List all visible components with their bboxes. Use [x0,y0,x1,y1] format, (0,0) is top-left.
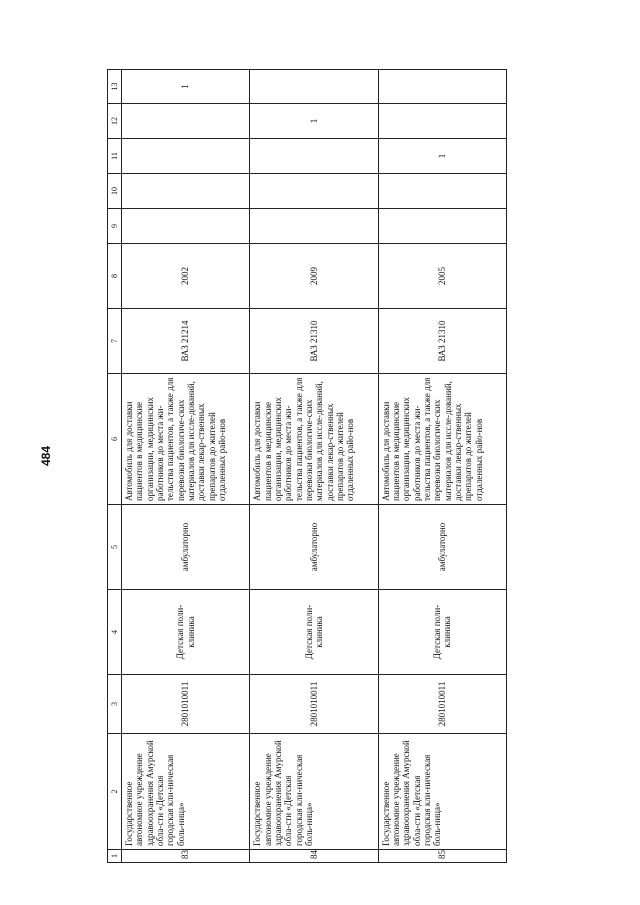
vehicle-year: 2002 [122,244,250,309]
count-cell [122,209,250,244]
page-number: 484 [39,445,53,467]
table-row [122,70,250,863]
column-number: 11 [108,139,122,174]
count-cell [378,104,506,139]
organization-code: 2801010011 [250,675,378,734]
row-number: 84 [250,850,378,863]
vehicle-table [107,69,507,863]
column-number: 6 [108,374,122,505]
column-number: 4 [108,590,122,675]
organization-code: 2801010011 [122,675,250,734]
organization-name: Государственное автономное учреждение здравоохранения Амурской обла-сти «Детская городская кли-ническая боль-ница» [250,734,378,850]
division-name: Детская поли-клиника [250,590,378,675]
column-number: 12 [108,104,122,139]
column-number: 13 [108,70,122,104]
vehicle-model: ВАЗ 21310 [378,309,506,374]
vehicle-year: 2009 [250,244,378,309]
count-cell: 1 [378,139,506,174]
vehicle-purpose: Автомобиль для доставки пациентов в медицинские организации, медицинских работников до места жи-тельства пациентов, а также для перевозки биологиче-ских материалов для иссле-дований, доставки лекар-ственных препаратов до жителей отдаленных райо-нов [122,374,250,505]
vehicle-purpose: Автомобиль для доставки пациентов в медицинские организации, медицинских работников до места жи-тельства пациентов, а также для перевозки биологиче-ских материалов для иссле-дований, доставки лекар-ственных препаратов до жителей отдаленных райо-нов [250,374,378,505]
count-cell [122,139,250,174]
table-container [107,75,507,863]
vehicle-year: 2005 [378,244,506,309]
column-number: 2 [108,734,122,850]
organization-name: Государственное автономное учреждение здравоохранения Амурской обла-сти «Детская городская кли-ническая боль-ница» [122,734,250,850]
vehicle-model: ВАЗ 21310 [250,309,378,374]
vehicle-purpose: Автомобиль для доставки пациентов в медицинские организации, медицинских работников до места жи-тельства пациентов, а также для перевозки биологиче-ских материалов для иссле-дований, доставки лекар-ственных препаратов до жителей отдаленных райо-нов [378,374,506,505]
care-type: амбулаторно [250,505,378,590]
count-cell [378,70,506,104]
division-name: Детская поли-клиника [378,590,506,675]
count-cell: 1 [250,104,378,139]
vehicle-model: ВАЗ 21214 [122,309,250,374]
column-number: 5 [108,505,122,590]
column-number: 1 [108,850,122,863]
table-row [250,70,378,863]
table-row [378,70,506,863]
column-number: 9 [108,209,122,244]
column-number: 3 [108,675,122,734]
count-cell [122,174,250,209]
count-cell [378,209,506,244]
row-number: 85 [378,850,506,863]
column-number-header-row [108,70,122,863]
count-cell [250,139,378,174]
count-cell: 1 [122,70,250,104]
column-number: 8 [108,244,122,309]
column-number: 7 [108,309,122,374]
care-type: амбулаторно [122,505,250,590]
count-cell [122,104,250,139]
row-number: 83 [122,850,250,863]
count-cell [250,209,378,244]
organization-code: 2801010011 [378,675,506,734]
care-type: амбулаторно [378,505,506,590]
count-cell [250,174,378,209]
count-cell [378,174,506,209]
column-number: 10 [108,174,122,209]
count-cell [250,70,378,104]
division-name: Детская поли-клиника [122,590,250,675]
organization-name: Государственное автономное учреждение здравоохранения Амурской обла-сти «Детская городская кли-ническая боль-ница» [378,734,506,850]
